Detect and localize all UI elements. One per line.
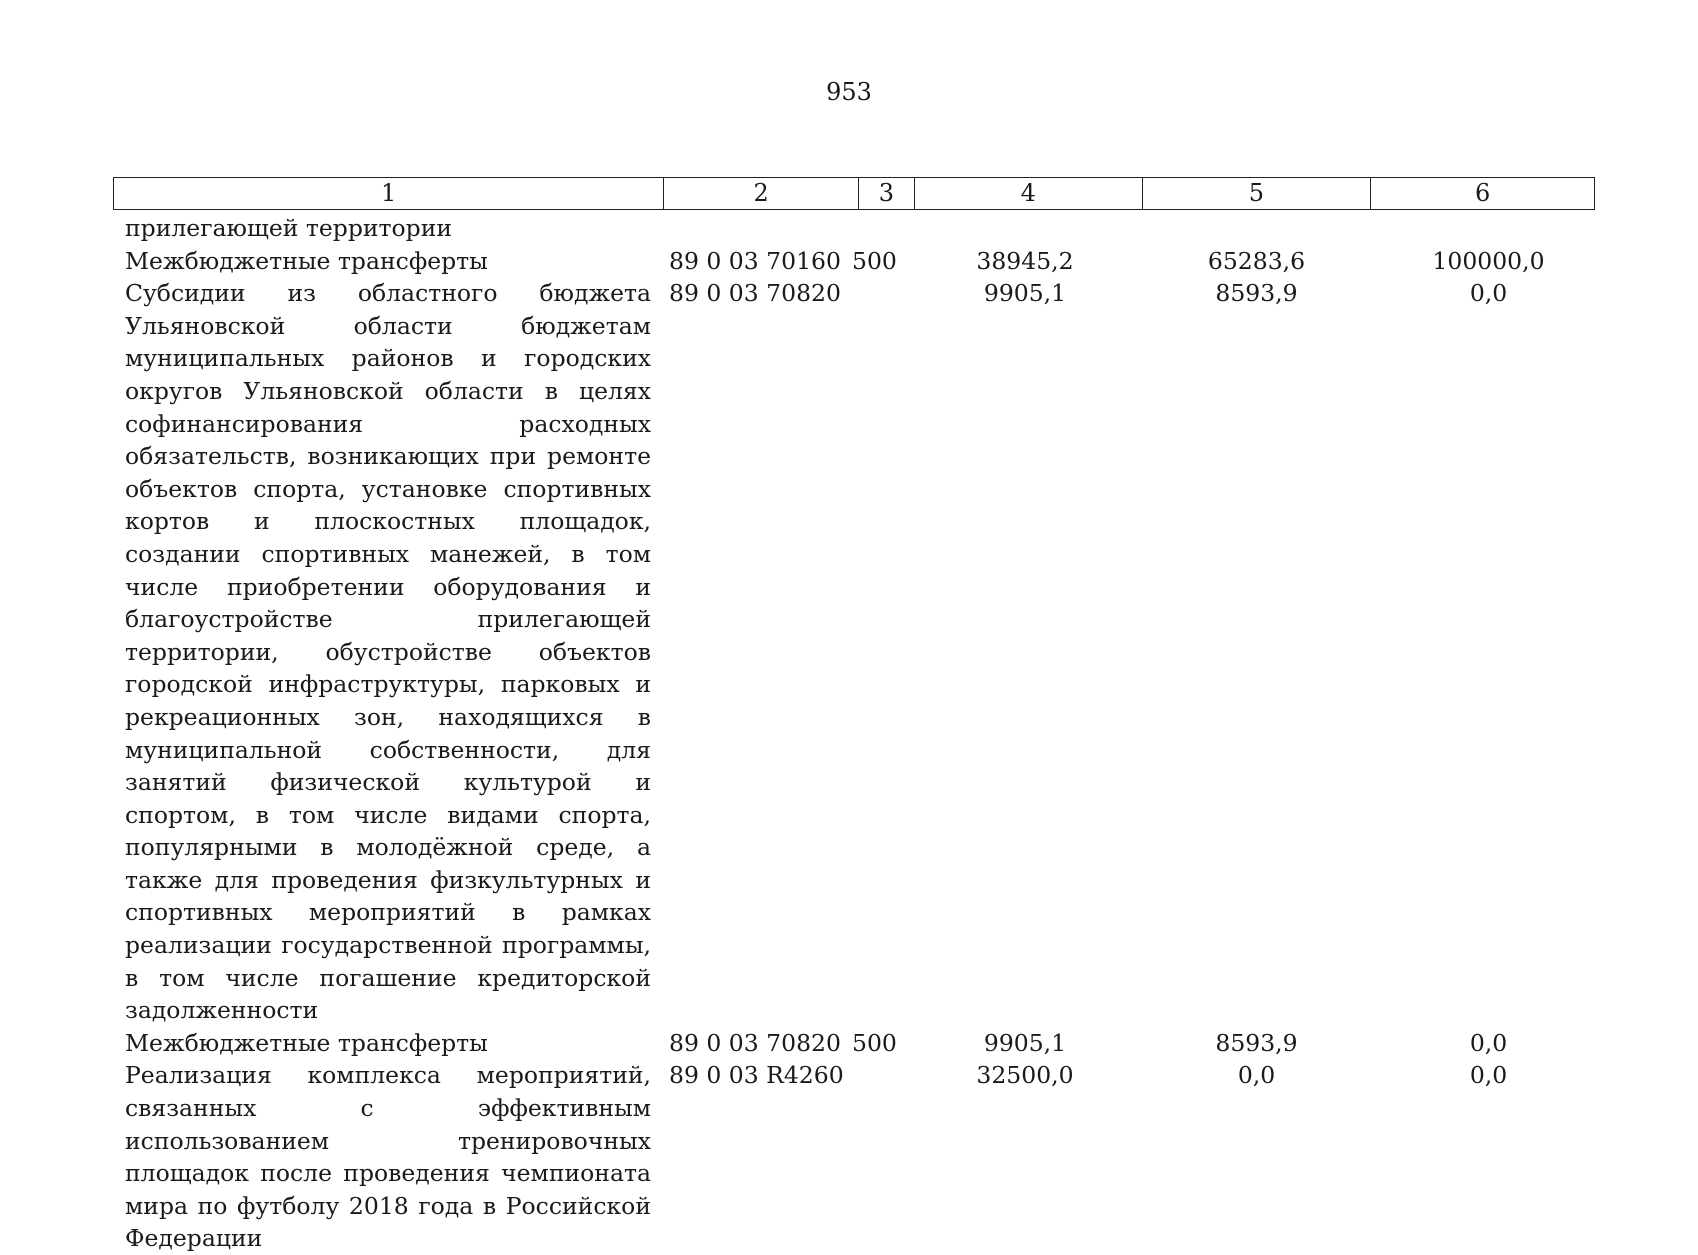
- row-expense-type: [845, 1059, 915, 1255]
- row-code: 89 0 03 70820: [669, 279, 841, 308]
- row-value-col6: 0,0: [1469, 279, 1508, 308]
- column-header-2: 2: [664, 178, 859, 209]
- column-header-5: 5: [1143, 178, 1372, 209]
- row-expense-type: 500: [852, 246, 897, 275]
- column-header-6: 6: [1474, 179, 1491, 207]
- row-value-col6: 0,0: [1469, 1028, 1508, 1057]
- column-header-4: 4: [915, 178, 1143, 209]
- row-description: Субсидии из областного бюджета Ульяновской области бюджетам муниципальных районов и городских округов Ульяновской области в целях софинансирования расходных обязательств, возникающих при ремонте объектов спорта, установке спортивных кортов и плоскостных площадок, создании спортивных манежей, в том числе приобретении оборудования и благоустройстве прилегающей территории, обустройстве объектов городской инфраструктуры, парковых и рекреационных зон, находящихся в муниципальной собственности, для занятий физической культурой и спортом, в том числе видами спорта, популярными в молодёжной среде, а также для проведения физкультурных и спортивных мероприятий в рамках реализации государственной программы, в том числе погашение кредиторской задолженности: [125, 279, 651, 1025]
- table-row: [113, 1059, 1595, 1255]
- row-expense-type: [845, 277, 915, 1027]
- row-value-col4: [915, 212, 1145, 245]
- row-expense-type: 500: [852, 1028, 897, 1057]
- row-value-col4: 32500,0: [976, 1061, 1074, 1090]
- column-header-1: 1: [114, 178, 664, 209]
- column-header-3: 3: [859, 178, 915, 209]
- row-description: Межбюджетные трансферты: [125, 246, 488, 275]
- table-row: [113, 245, 1595, 278]
- row-value-col4: 9905,1: [983, 1028, 1067, 1057]
- row-value-col6: 100000,0: [1432, 246, 1545, 275]
- row-description: прилегающей территории: [125, 214, 453, 242]
- row-code: 89 0 03 R4260: [669, 1061, 844, 1090]
- row-value-col5: 65283,6: [1207, 246, 1306, 275]
- row-value-col5: 8593,9: [1215, 279, 1298, 308]
- row-code: 89 0 03 70820: [669, 1028, 841, 1057]
- row-description: Реализация комплекса мероприятий, связанных с эффективным использованием тренировочных площадок после проведения чемпионата мира по футболу 2018 года в Российской Федерации: [125, 1061, 651, 1253]
- row-code: 89 0 03 70160: [669, 246, 841, 275]
- table-row: [113, 1027, 1595, 1060]
- row-value-col5: [1145, 212, 1372, 245]
- row-value-col5: 8593,9: [1215, 1028, 1298, 1057]
- row-description: Межбюджетные трансферты: [125, 1028, 488, 1057]
- table-body: [113, 212, 1595, 1255]
- table-header: [113, 177, 1595, 210]
- row-code: [651, 212, 845, 245]
- table-row: [113, 277, 1595, 1027]
- row-value-col6: 0,0: [1469, 1061, 1508, 1090]
- row-value-col4: 9905,1: [983, 279, 1067, 308]
- row-value-col5: 0,0: [1237, 1061, 1276, 1090]
- row-value-col4: 38945,2: [976, 246, 1074, 275]
- page-number: 953: [826, 78, 872, 106]
- row-value-col6: [1372, 212, 1595, 245]
- table-row: [113, 212, 1595, 245]
- row-expense-type: [845, 212, 915, 245]
